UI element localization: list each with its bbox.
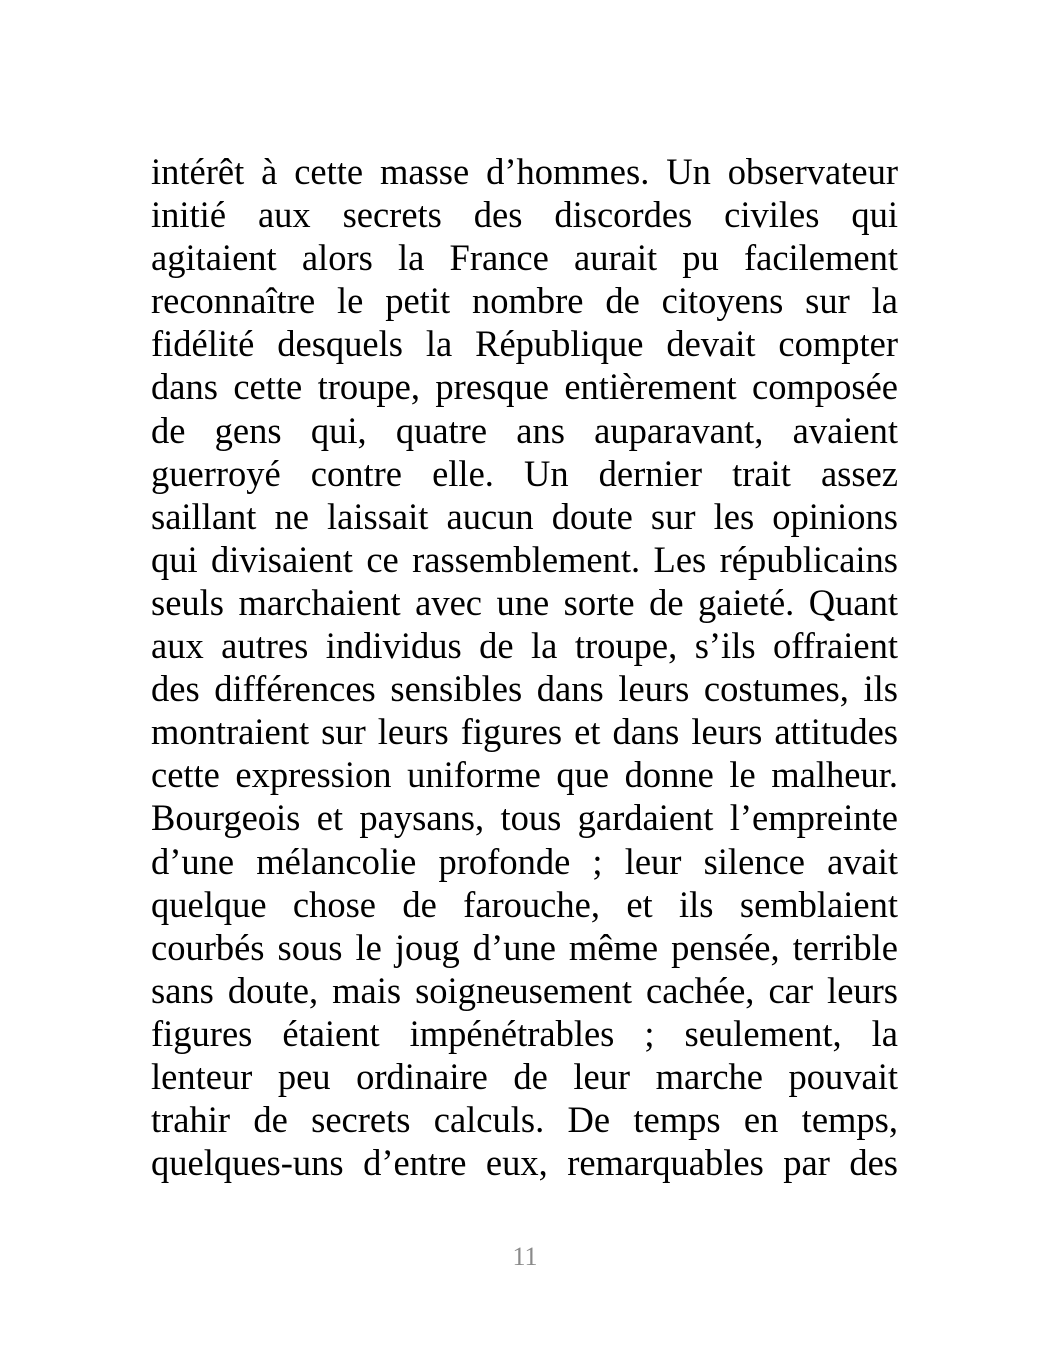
text-line: quelques-uns d’entre eux, remarquables par des — [151, 1142, 898, 1184]
text-line: intérêt à cette masse d’hommes. Un observateur — [151, 151, 898, 192]
text-line: courbés sous le joug d’une même pensée, terrible — [151, 926, 898, 968]
text-line: sans doute, mais soigneusement cachée, car leurs — [151, 969, 898, 1011]
text-line: reconnaître le petit nombre de citoyens sur la — [151, 280, 898, 322]
text-line: montraient sur leurs figures et dans leurs attitudes — [151, 711, 898, 753]
text-line: initié aux secrets des discordes civiles qui — [151, 194, 898, 236]
text-line: qui divisaient ce rassemblement. Les républicains — [151, 538, 898, 580]
text-line: figures étaient impénétrables ; seulement, la — [151, 1012, 898, 1054]
text-line: d’une mélancolie profonde ; leur silence avait — [151, 840, 898, 882]
text-line: des différences sensibles dans leurs costumes, ils — [151, 668, 898, 710]
text-line: saillant ne laissait aucun doute sur les opinions — [151, 495, 898, 537]
text-line: cette expression uniforme que donne le malheur. — [151, 754, 898, 796]
text-line: quelque chose de farouche, et ils semblaient — [151, 883, 898, 925]
body-text — [151, 150, 898, 1184]
page-number: 11 — [512, 1242, 538, 1271]
text-line: lenteur peu ordinaire de leur marche pouvait — [151, 1055, 898, 1097]
text-line: trahir de secrets calculs. De temps en temps, — [151, 1099, 898, 1141]
text-line: agitaient alors la France aurait pu facilement — [151, 237, 898, 279]
text-line: dans cette troupe, presque entièrement composée — [151, 366, 898, 408]
text-line: guerroyé contre elle. Un dernier trait assez — [151, 452, 898, 494]
text-line: de gens qui, quatre ans auparavant, avaient — [151, 409, 898, 451]
text-line: seuls marchaient avec une sorte de gaieté. Quant — [151, 581, 898, 623]
text-line: Bourgeois et paysans, tous gardaient l’empreinte — [151, 797, 898, 839]
text-line: fidélité desquels la République devait compter — [151, 323, 898, 365]
text-line: aux autres individus de la troupe, s’ils offraient — [151, 625, 898, 667]
